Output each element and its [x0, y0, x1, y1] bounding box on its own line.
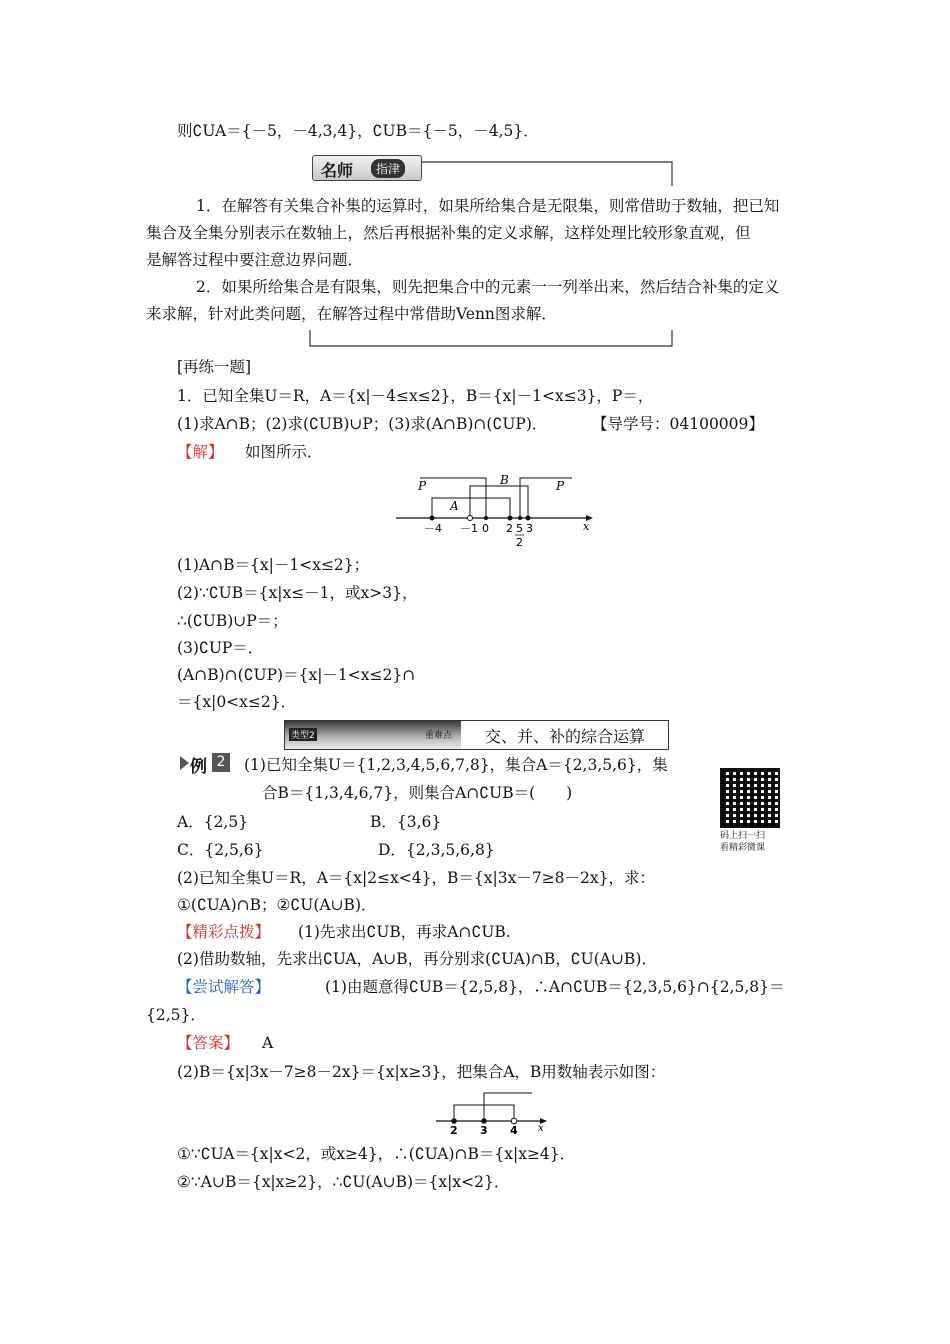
guide-number: 【导学号：04100009】 — [592, 415, 764, 433]
example-question-2: ①(∁UA)∩B；②∁U(A∪B)． — [177, 896, 377, 914]
tip-paragraph-1: 是解答过程中要注意边界问题． — [146, 251, 364, 269]
try-tag: 【尝试解答】 — [177, 978, 271, 996]
badge-label: 名师 — [321, 161, 354, 180]
section-title: 交、并、补的综合运算 — [485, 727, 646, 746]
tip-paragraph-1: 1．在解答有关集合补集的运算时，如果所给集合是无限集，则常借助于数轴，把已知 — [196, 197, 780, 215]
tip-text: (2)借助数轴，先求出∁UA，A∪B，再分别求(∁UA)∩B，∁U(A∪B)． — [177, 950, 657, 968]
tick-label: －4 — [424, 522, 442, 535]
example-badge — [180, 752, 230, 777]
example-question-2: (2)已知全集U＝R，A＝{x|2≤x<4}，B＝{x|3x－7≥8－2x}，求： — [177, 869, 656, 887]
question-1-parts: (1)求A∩B；(2)求(∁UB)∪P；(3)求(A∩B)∩(∁UP)． — [177, 415, 548, 433]
answer-tag: 【答案】 — [177, 1034, 240, 1052]
qr-caption: 码上扫一扫 — [720, 831, 766, 841]
tick-label: 3 — [526, 522, 533, 535]
solution-step: (2)B＝{x|3x－7≥8－2x}＝{x|x≥3}，把集合A，B用数轴表示如图： — [177, 1063, 666, 1081]
label-b: B — [500, 473, 509, 487]
play-arrow-icon — [180, 756, 189, 770]
option-b: B．{3,6} — [370, 813, 442, 831]
option-d: D．{2,3,5,6,8} — [378, 841, 495, 859]
solution-step: (1)A∩B＝{x|－1<x≤2}； — [177, 556, 370, 574]
solution-step: (A∩B)∩(∁UP)＝{x|－1<x≤2}∩ — [177, 666, 416, 684]
option-a: A．{2,5} — [177, 813, 249, 831]
number-line-1 — [390, 470, 600, 550]
option-c: C．{2,5,6} — [177, 841, 264, 859]
solution-tag: 【解】 — [177, 443, 224, 461]
solution-step: ＝{x|0<x≤2}． — [177, 693, 297, 711]
tick-label: 0 — [482, 522, 489, 535]
tick-label: 2 — [516, 536, 523, 549]
tip-tag: 【精彩点拨】 — [177, 923, 271, 941]
result-step: ①∵∁UA＝{x|x<2，或x≥4}，∴(∁UA)∩B＝{x|x≥4}． — [177, 1145, 576, 1163]
example-number: 2 — [212, 753, 230, 772]
number-line-2 — [432, 1085, 552, 1137]
tip-text: (1)先求出∁UB，再求A∩∁UB. — [298, 923, 511, 941]
type-bar-strip — [285, 721, 461, 749]
type-label: 类型2 — [289, 728, 317, 741]
question-1: 1．已知全集U＝R，A＝{x|－4≤x≤2}，B＝{x|－1<x≤3}，P＝， — [177, 387, 654, 405]
example-question: 合B＝{1,3,4,6,7}，则集合A∩∁UB＝( ) — [262, 784, 573, 802]
tick-label: 5 — [516, 522, 523, 535]
type-right: 重难点 — [425, 731, 453, 741]
label-a: A — [450, 499, 459, 513]
qr-code-icon[interactable] — [720, 768, 780, 828]
solution-step: (3)∁UP＝． — [177, 639, 264, 657]
example-question: (1)已知全集U＝{1,2,3,4,5,6,7,8}，集合A＝{2,3,5,6}，集 — [244, 756, 668, 774]
label-p: P — [418, 479, 427, 493]
tip-paragraph-2: 2．如果所给集合是有限集，则先把集合中的元素一一列举出来，然后结合补集的定义 — [196, 278, 780, 296]
label-p2: P — [556, 479, 565, 493]
tip-paragraph-2: 来求解，针对此类问题，在解答过程中常借助Venn图求解． — [146, 305, 557, 323]
tick-label: 2 — [450, 1124, 458, 1137]
tip-paragraph-1: 集合及全集分别表示在数轴上，然后再根据补集的定义求解，这样处理比较形象直观，但 — [146, 224, 751, 242]
solution-step: (2)∵∁UB＝{x|x≤－1，或x>3}， — [177, 584, 418, 602]
teacher-tip-badge — [312, 155, 422, 181]
tick-label: 4 — [510, 1124, 518, 1137]
axis-x-label: x — [583, 520, 590, 533]
axis-x-label: x — [538, 1123, 544, 1134]
result-line: 则∁UA＝{－5，－4,3,4}，∁UB＝{－5，－4,5}． — [177, 122, 539, 140]
solution-text: 如图所示． — [245, 443, 323, 461]
section-type-bar — [284, 720, 669, 750]
badge-tag: 指津 — [371, 159, 405, 178]
try-text: (1)由题意得∁UB＝{2,5,8}，∴A∩∁UB＝{2,3,5,6}∩{2,5,8}＝ — [325, 978, 785, 996]
tick-label: －1 — [460, 522, 478, 535]
solution-step: ∴(∁UB)∪P＝； — [177, 612, 288, 630]
example-word: 例 — [190, 757, 207, 777]
try-text: {2,5}． — [146, 1006, 206, 1024]
qr-caption: 看精彩微课 — [720, 843, 766, 853]
tick-label: 2 — [506, 522, 513, 535]
result-step: ②∵A∪B＝{x|x≥2}，∴∁U(A∪B)＝{x|x<2}． — [177, 1173, 510, 1191]
answer-value: A — [262, 1034, 274, 1052]
tick-label: 3 — [480, 1124, 488, 1137]
practice-heading: [再练一题] — [177, 358, 252, 376]
